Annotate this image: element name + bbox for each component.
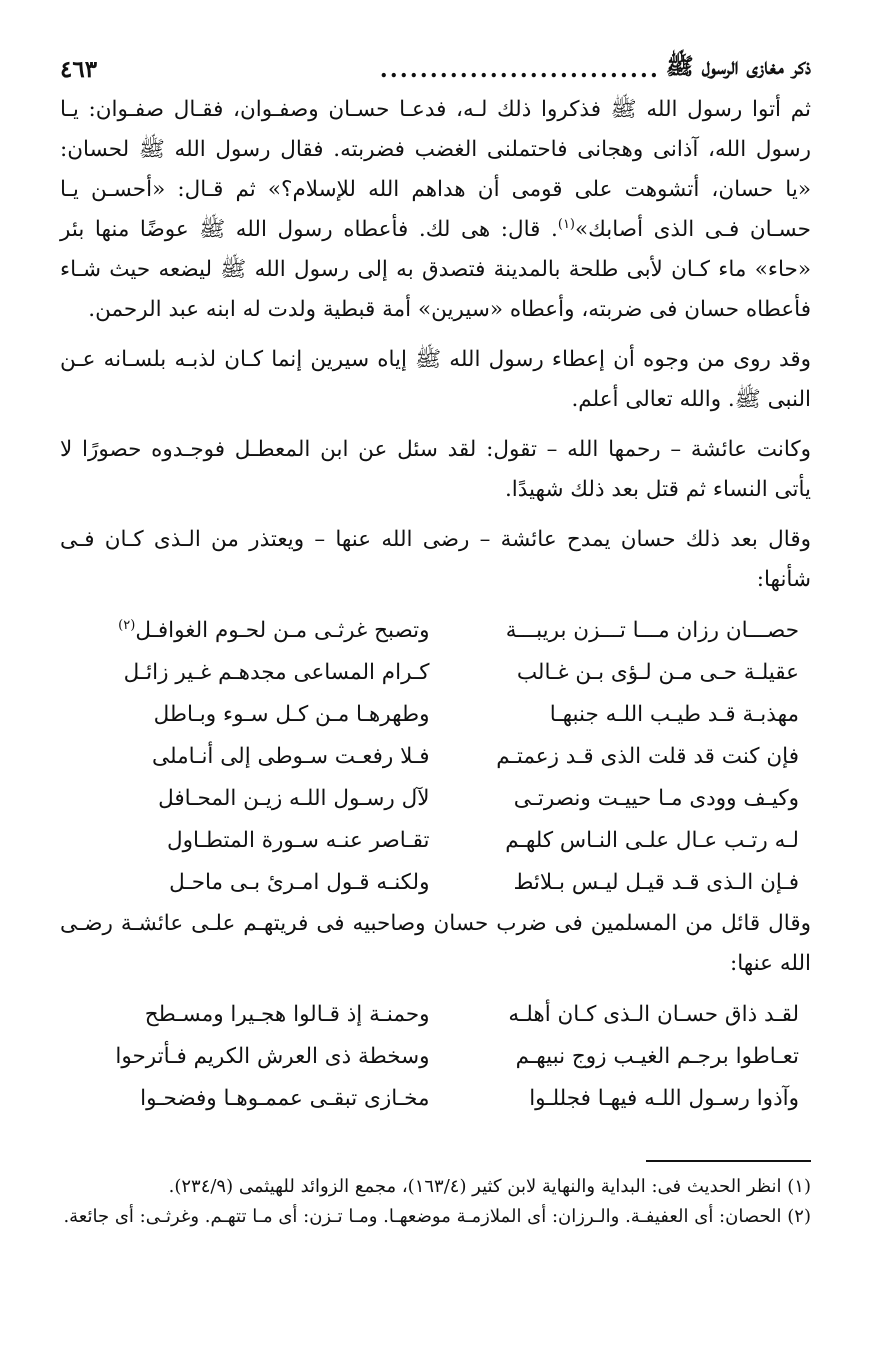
paragraph-1-text-b: . قال: هى لك. فأعطاه رسول الله ﷺ عوضًا منها بئر «حاء» ماء كـان لأبى طلحة بالمدينة فتصدق به إلى رسول الله ﷺ ليضعه حيث شـاء فأعطاه حسان فى ضربته، وأعطاه «سيرين» أمة قبطية ولدت له ابنه عبد الرحمن. [60, 217, 811, 322]
poem-verse [72, 862, 799, 904]
verse-second-hemistich: تقـاصر عنـه سـورة المتطـاول [167, 828, 430, 853]
verse-second-hemistich: ولكنـه قـول امـرئ بـى ماحـل [169, 870, 430, 895]
paragraph-4: وقال بعد ذلك حسان يمدح عائشة – رضى الله عنها – ويعتذر من الـذى كـان فـى شأنها: [60, 527, 811, 592]
footnote-1: (١) انظر الحديث فى: البداية والنهاية لابن كثير (١٦٣/٤)، مجمع الزوائد للهيثمى (٢٣٤/٩). [168, 1176, 811, 1197]
poem-verse [72, 1036, 799, 1078]
header-title: ذكر مغازى الرسول ﷺ [665, 53, 811, 80]
header-leader-dots: ............................ [379, 55, 660, 83]
paragraph-5: وقال قائل من المسلمين فى ضرب حسان وصاحبيه فى فريتهـم علـى عائشـة رضـى الله عنها: [60, 911, 811, 976]
footnote-separator [646, 1160, 811, 1162]
poem-verse [72, 736, 799, 778]
paragraph-3: وكانت عائشة – رحمها الله – تقول: لقد سئل عن ابن المعطـل فوجـدوه حصورًا لا يأتى النساء ثم قتل بعد ذلك شهيدًا. [60, 437, 811, 502]
verse-first-hemistich: لـه رتـب عـال علـى النـاس كلهـم [505, 828, 799, 853]
poem-verse [72, 694, 799, 736]
footnote-ref-2: (٢) [118, 617, 136, 633]
page-number: ٤٦٣ [60, 55, 98, 83]
footnote-ref-1: (١) [557, 216, 575, 232]
poem-verse [72, 820, 799, 862]
verse-first-hemistich: تعـاطوا برجـم الغيـب زوج نبيهـم [515, 1044, 799, 1069]
verse-first-hemistich: لقـد ذاق حسـان الـذى كـان أهلـه [508, 1002, 799, 1027]
verse-second-hemistich: وطهرهـا مـن كـل سـوء وبـاطل [153, 702, 430, 727]
poem-anonymous [72, 994, 799, 1120]
verse-second-hemistich-text: وتصبح غرثـى مـن لحـوم الغوافـل [135, 618, 430, 643]
verse-second-hemistich [72, 610, 436, 652]
verse-second-hemistich: وسخطة ذى العرش الكريم فـأترحوا [115, 1044, 430, 1069]
verse-first-hemistich: عقيلـة حـى مـن لـؤى بـن غـالب [516, 660, 799, 685]
verse-first-hemistich: فـإن الـذى قـد قيـل ليـس بـلائط [513, 870, 799, 895]
verse-second-hemistich: كـرام المساعى مجدهـم غـير زائـل [123, 660, 430, 685]
paragraph-1 [60, 90, 811, 330]
verse-second-hemistich: فـلا رفعـت سـوطى إلى أنـاملى [152, 744, 430, 769]
verse-first-hemistich: وكيـف وودى مـا حييـت ونصرتـى [513, 786, 799, 811]
verse-second-hemistich: مخـازى تبقـى عممـوهـا وفضحـوا [140, 1086, 430, 1111]
verse-first-hemistich: مهذبـة قـد طيـب اللـه جنبهـا [549, 702, 799, 727]
verse-second-hemistich: لآل رسـول اللـه زيـن المحـافل [158, 786, 430, 811]
verse-first-hemistich: حصـــان رزان مـــا تـــزن بريبـــة [505, 618, 799, 643]
footnote-2: (٢) الحصان: أى العفيفـة. والـرزان: أى الملازمـة موضعهـا. ومـا تـزن: أى مـا تتهـم. وغرثـى: أى جائعة. [63, 1206, 811, 1227]
verse-first-hemistich: فإن كنت قد قلت الذى قـد زعمتـم [496, 744, 799, 769]
poem-verse [72, 610, 799, 652]
paragraph-1-text-a: ثم أتوا رسول الله ﷺ فذكروا ذلك لـه، فدعـا حسـان وصفـوان، فقـال صفـوان: يـا رسول الله، آذانى وهجانى فاحتملنى الغضب فضربته. فقال رسول الله ﷺ لحسان: «يا حسان، أتشوهت على قومى أن هداهم الله للإسلام؟» ثم قـال: «أحسـن يـا حسـان فـى الذى أصابك» [60, 97, 811, 242]
verse-first-hemistich: وآذوا رسـول اللـه فيهـا فجللـوا [529, 1086, 799, 1111]
poem-verse [72, 994, 799, 1036]
poem-verse [72, 1078, 799, 1120]
verse-second-hemistich: وحمنـة إذ قـالوا هجـيرا ومسـطح [144, 1002, 430, 1027]
running-header [60, 48, 811, 90]
poem-hassan [72, 610, 799, 904]
poem-verse [72, 652, 799, 694]
poem-verse [72, 778, 799, 820]
paragraph-2: وقد روى من وجوه أن إعطاء رسول الله ﷺ إياه سيرين إنما كـان لذبـه بلسـانه عـن النبى ﷺ. والله تعالى أعلم. [60, 347, 811, 412]
